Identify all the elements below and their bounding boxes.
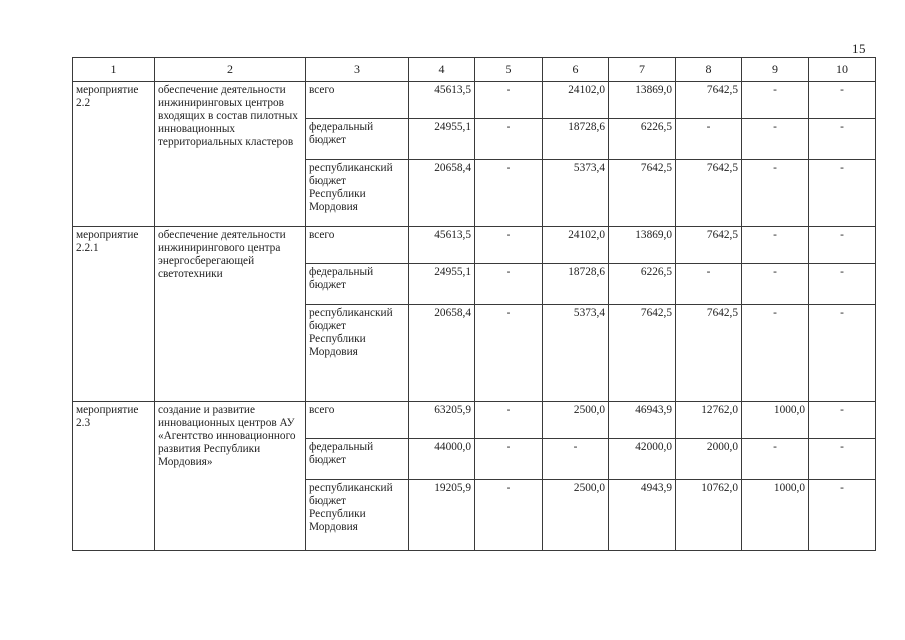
- table-row: [73, 402, 876, 439]
- source-cell: всего: [306, 82, 409, 119]
- column-header: 3: [306, 58, 409, 82]
- column-header: 5: [475, 58, 543, 82]
- column-header: 4: [409, 58, 475, 82]
- value-cell: 2500,0: [543, 402, 609, 439]
- value-cell: 45613,5: [409, 227, 475, 264]
- column-header: 10: [809, 58, 876, 82]
- value-cell: 12762,0: [676, 402, 742, 439]
- value-cell: -: [475, 305, 543, 402]
- value-cell: -: [475, 160, 543, 227]
- value-cell: -: [809, 160, 876, 227]
- value-cell: -: [475, 402, 543, 439]
- value-cell: -: [475, 227, 543, 264]
- value-cell: 63205,9: [409, 402, 475, 439]
- value-cell: -: [742, 160, 809, 227]
- value-cell: 20658,4: [409, 160, 475, 227]
- value-cell: 24102,0: [543, 227, 609, 264]
- value-cell: 7642,5: [676, 82, 742, 119]
- value-cell: 7642,5: [609, 160, 676, 227]
- source-cell: республиканский бюджет Республики Мордовия: [306, 480, 409, 551]
- value-cell: -: [809, 305, 876, 402]
- value-cell: 45613,5: [409, 82, 475, 119]
- value-cell: 18728,6: [543, 264, 609, 305]
- value-cell: -: [742, 227, 809, 264]
- value-cell: 7642,5: [676, 305, 742, 402]
- column-header: 8: [676, 58, 742, 82]
- column-header: 7: [609, 58, 676, 82]
- value-cell: 24102,0: [543, 82, 609, 119]
- source-cell: республиканский бюджет Республики Мордовия: [306, 305, 409, 402]
- value-cell: 7642,5: [676, 227, 742, 264]
- value-cell: -: [742, 82, 809, 119]
- column-header: 1: [73, 58, 155, 82]
- value-cell: 2000,0: [676, 439, 742, 480]
- source-cell: всего: [306, 227, 409, 264]
- value-cell: -: [475, 264, 543, 305]
- value-cell: -: [809, 402, 876, 439]
- column-header: 6: [543, 58, 609, 82]
- value-cell: -: [809, 480, 876, 551]
- page-number: 15: [852, 41, 866, 56]
- table-row: [73, 227, 876, 264]
- value-cell: 19205,9: [409, 480, 475, 551]
- value-cell: 24955,1: [409, 264, 475, 305]
- source-cell: всего: [306, 402, 409, 439]
- value-cell: 20658,4: [409, 305, 475, 402]
- value-cell: 5373,4: [543, 305, 609, 402]
- source-cell: федеральный бюджет: [306, 119, 409, 160]
- value-cell: -: [742, 439, 809, 480]
- value-cell: 5373,4: [543, 160, 609, 227]
- value-cell: 4943,9: [609, 480, 676, 551]
- value-cell: 6226,5: [609, 119, 676, 160]
- value-cell: 13869,0: [609, 82, 676, 119]
- value-cell: 42000,0: [609, 439, 676, 480]
- column-header: 9: [742, 58, 809, 82]
- value-cell: -: [809, 264, 876, 305]
- value-cell: 46943,9: [609, 402, 676, 439]
- source-cell: республиканский бюджет Республики Мордовия: [306, 160, 409, 227]
- value-cell: 7642,5: [609, 305, 676, 402]
- event-cell: мероприятие 2.2.1: [73, 227, 155, 402]
- value-cell: -: [742, 305, 809, 402]
- value-cell: -: [809, 82, 876, 119]
- value-cell: 44000,0: [409, 439, 475, 480]
- value-cell: 7642,5: [676, 160, 742, 227]
- description-cell: обеспечение деятельности инжинирингового центра энергосберегающей светотехники: [155, 227, 306, 402]
- value-cell: -: [742, 264, 809, 305]
- value-cell: -: [809, 119, 876, 160]
- source-cell: федеральный бюджет: [306, 439, 409, 480]
- value-cell: -: [809, 227, 876, 264]
- event-cell: мероприятие 2.2: [73, 82, 155, 227]
- header-row: [73, 58, 876, 82]
- value-cell: -: [676, 264, 742, 305]
- event-cell: мероприятие 2.3: [73, 402, 155, 551]
- value-cell: 1000,0: [742, 480, 809, 551]
- value-cell: 10762,0: [676, 480, 742, 551]
- value-cell: -: [475, 82, 543, 119]
- value-cell: 13869,0: [609, 227, 676, 264]
- source-cell: федеральный бюджет: [306, 264, 409, 305]
- budget-table: [72, 57, 876, 551]
- table-row: [73, 82, 876, 119]
- value-cell: -: [475, 480, 543, 551]
- description-cell: создание и развитие инновационных центров АУ «Агентство инновационного развития Республики Мордовия»: [155, 402, 306, 551]
- value-cell: 1000,0: [742, 402, 809, 439]
- value-cell: 6226,5: [609, 264, 676, 305]
- value-cell: -: [543, 439, 609, 480]
- value-cell: -: [742, 119, 809, 160]
- value-cell: 18728,6: [543, 119, 609, 160]
- value-cell: 2500,0: [543, 480, 609, 551]
- value-cell: -: [475, 439, 543, 480]
- description-cell: обеспечение деятельности инжиниринговых центров входящих в состав пилотных инновационных территориальных кластеров: [155, 82, 306, 227]
- value-cell: -: [809, 439, 876, 480]
- column-header: 2: [155, 58, 306, 82]
- value-cell: -: [475, 119, 543, 160]
- value-cell: -: [676, 119, 742, 160]
- value-cell: 24955,1: [409, 119, 475, 160]
